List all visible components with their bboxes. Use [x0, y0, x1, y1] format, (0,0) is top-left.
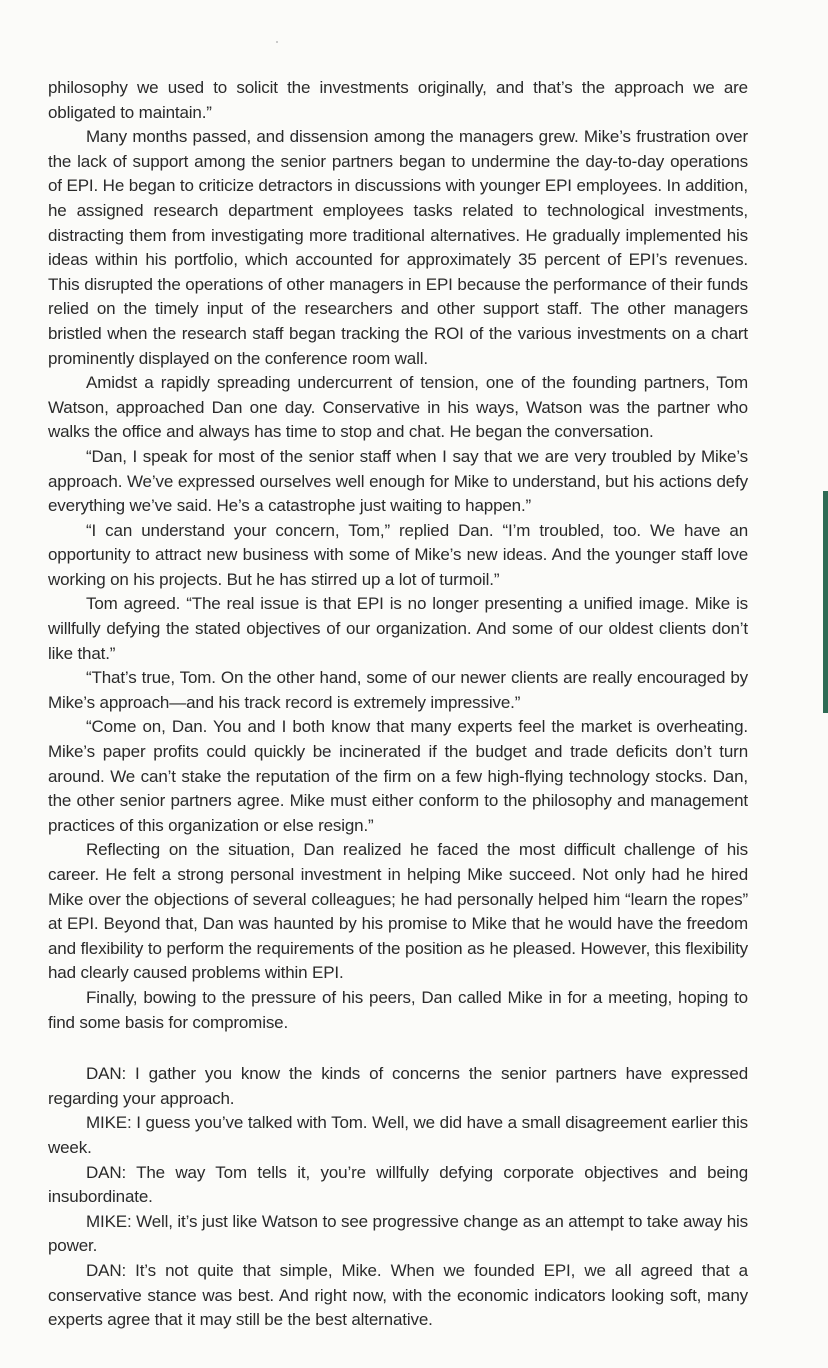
paragraph: philosophy we used to solicit the investments originally, and that’s the approach we are obligated to maintain.” — [48, 78, 748, 122]
paragraph: Finally, bowing to the pressure of his peers, Dan called Mike in for a meeting, hoping to find some basis for compromise. — [48, 987, 748, 1032]
paragraph: “Come on, Dan. You and I both know that many experts feel the market is overheating. Mike’s paper profits could quickly be incinerated if the budget and trade deficits don’t turn around. We can’t stake the reputation of the firm on a few high-flying technology stocks. Dan, the other senior partners agree. Mike must either conform to the philosophy and management practices of this organization or else resign.” — [48, 717, 748, 835]
paragraph: “I can understand your concern, Tom,” replied Dan. “I’m troubled, too. We have an opportunity to attract new business with some of Mike’s new ideas. And the younger staff love working on his projects. But he has stirred up a lot of turmoil.” — [48, 520, 748, 589]
scan-speck — [276, 41, 278, 43]
dialogue-line: MIKE: I guess you’ve talked with Tom. Well, we did have a small disagreement earlier this week. — [48, 1113, 748, 1157]
paragraph: Amidst a rapidly spreading undercurrent of tension, one of the founding partners, Tom Watson, approached Dan one day. Conservative in his ways, Watson was the partner who walks the office and always has time to stop and chat. He began the conversation. — [48, 373, 748, 442]
section-gap — [48, 1035, 748, 1062]
page-edge-tab — [823, 491, 828, 713]
paragraph: Many months passed, and dissension among the managers grew. Mike’s frustration over the lack of support among the senior partners began to undermine the day-to-day operations of EPI. He began to criticize detractors in discussions with younger EPI employees. In addition, he assigned research department employees tasks related to technological investments, distracting them from investigating more traditional alternatives. He gradually implemented his ideas within his portfolio, which accounted for approximately 35 percent of EPI’s revenues. This disrupted the operations of other managers in EPI because the performance of their funds relied on the timely input of the researchers and other support staff. The other managers bristled when the research staff began tracking the ROI of the various investments on a chart prominently displayed on the conference room wall. — [48, 127, 748, 368]
dialogue-line: MIKE: Well, it’s just like Watson to see progressive change as an attempt to take away his power. — [48, 1211, 748, 1256]
dialogue-line: DAN: It’s not quite that simple, Mike. When we founded EPI, we all agreed that a conservative stance was best. And right now, with the economic indicators looking soft, many experts agree that it may still be the best alternative. — [48, 1260, 748, 1330]
paragraph: “That’s true, Tom. On the other hand, some of our newer clients are really encouraged by Mike’s approach—and his track record is extremely impressive.” — [48, 668, 748, 712]
paragraph: Reflecting on the situation, Dan realized he faced the most difficult challenge of his career. He felt a strong personal investment in helping Mike succeed. Not only had he hired Mike over the objections of several colleagues; he had personally helped him “learn the ropes” at EPI. Beyond that, Dan was haunted by his promise to Mike that he would have the freedom and flexibility to perform the requirements of the position as he pleased. However, this flexibility had clearly caused problems within EPI. — [48, 840, 748, 983]
paragraph: “Dan, I speak for most of the senior staff when I say that we are very troubled by Mike’s approach. We’ve expressed ourselves well enough for Mike to understand, but his actions defy everything we’ve said. He’s a catastrophe just waiting to happen.” — [48, 446, 748, 516]
page-body — [48, 76, 748, 1333]
dialogue-line: DAN: The way Tom tells it, you’re willfully defying corporate objectives and being insubordinate. — [48, 1162, 748, 1207]
dialogue-line: DAN: I gather you know the kinds of concerns the senior partners have expressed regarding your approach. — [48, 1064, 748, 1108]
paragraph: Tom agreed. “The real issue is that EPI is no longer presenting a unified image. Mike is willfully defying the stated objectives of our organization. And some of our oldest clients don’t like that.” — [48, 594, 748, 663]
